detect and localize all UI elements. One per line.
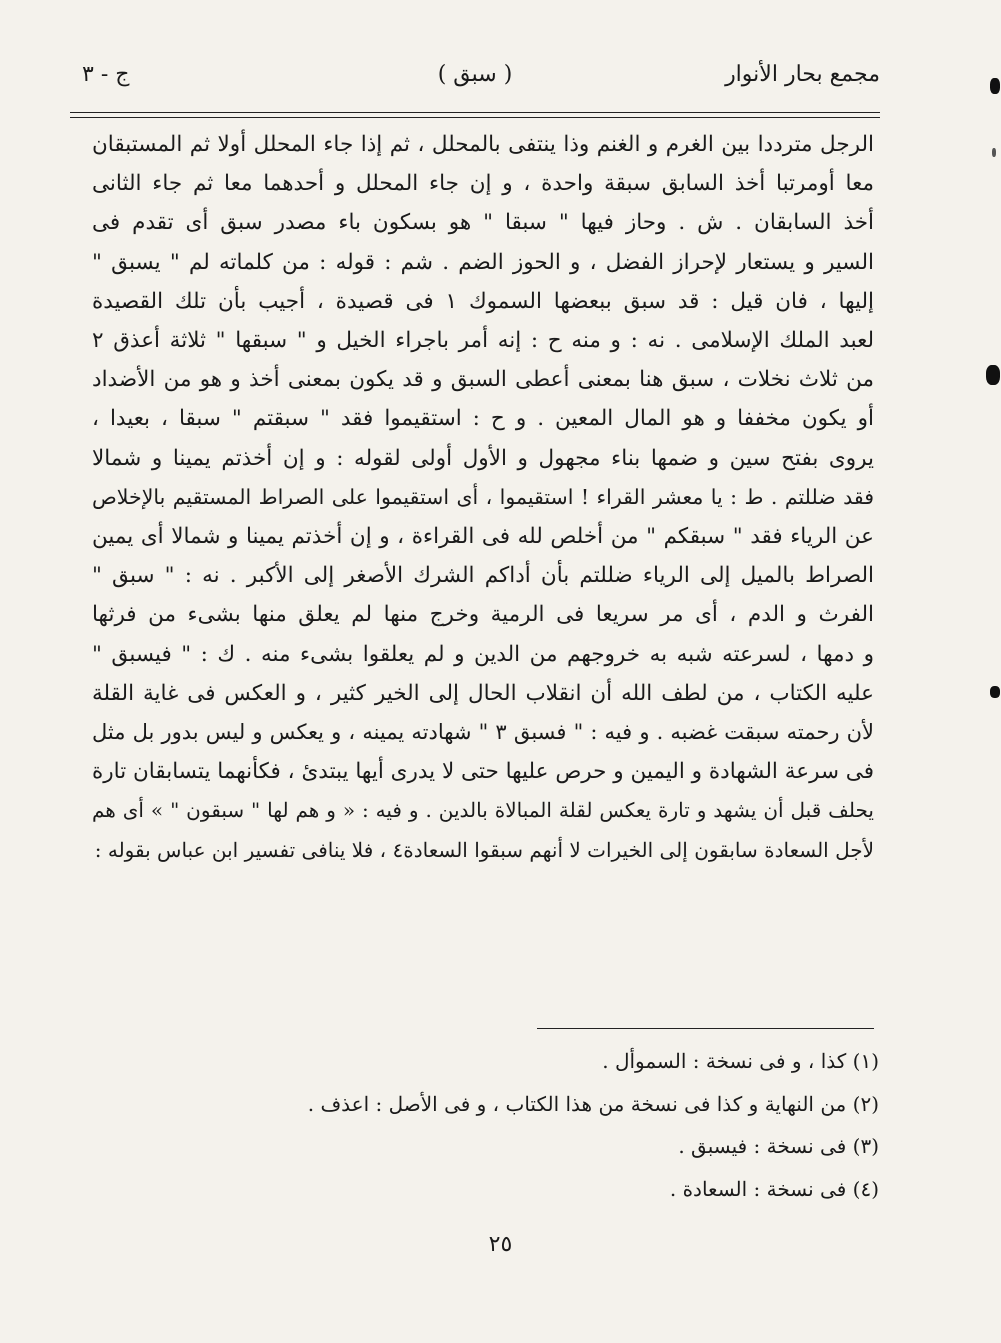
text-line: أو يكون مخففا و هو المال المعين . و ح : استقيموا فقد " سبقتم " سبقا ، بعيدا ، bbox=[92, 406, 874, 432]
page-number: ٢٥ bbox=[488, 1232, 513, 1257]
text-line: لأن رحمته سبقت غضبه . و فيه : " فسبق ٣ " شهادته يمينه ، و يعكس و ليس بدور بل مثل bbox=[92, 720, 874, 745]
running-header bbox=[70, 62, 880, 102]
text-line: فقد ضللتم . ط : يا معشر القراء ! استقيموا ، أى استقيموا على الصراط المستقيم بالإخلاص bbox=[92, 484, 874, 509]
text-line: فى سرعة الشهادة و اليمين و حرص عليها حتى لا يدرى أيها يبتدئ ، فكأنهما يتسابقان تارة bbox=[92, 759, 874, 785]
text-line: أخذ السابقان . ش . وحاز فيها " سبقا " هو بسكون باء مصدر سبق أى تقدم فى bbox=[92, 210, 874, 236]
footnote: (٢) من النهاية و كذا فى نسخة من هذا الكتاب ، و فى الأصل : اعذف . bbox=[307, 1091, 879, 1116]
text-line: من ثلاث نخلات ، سبق هنا بمعنى أعطى السبق و قد يكون بمعنى أخذ و هو من الأضداد bbox=[92, 367, 874, 393]
text-line: عليه الكتاب ، من لطف الله أن انقلاب الحال إلى الخير كثير ، و العكس فى غاية القلة bbox=[92, 680, 874, 706]
footnotes bbox=[179, 1040, 879, 1210]
main-text bbox=[92, 125, 874, 870]
text-line: يحلف قبل أن يشهد و تارة يعكس لقلة المبالاة بالدين . و فيه : « و هم لها " سبقون " » أى هم bbox=[92, 798, 874, 823]
text-line: الصراط بالميل إلى الرياء ضللتم بأن أداكم الشرك الأصغر إلى الأكبر . نه : " سبق " bbox=[92, 563, 874, 589]
text-line: و دمها ، لسرعته شبه به خروجهم من الدين و لم يعلقوا بشىء منه . ك : " فيسبق " bbox=[92, 641, 874, 667]
text-line: الفرث و الدم ، أى مر سريعا فى الرمية وخرج منها لم يعلق منها بشىء من فرثها bbox=[92, 602, 874, 628]
text-line: السير و يستعار لإحراز الفضل ، و الحوز الضم . شم : قوله : من كلماته لم " يسبق " bbox=[92, 249, 874, 275]
text-line: يروى بفتح سين و ضمها بناء مجهول و الأول أولى لقوله : و إن أخذتم يمينا و شمالا bbox=[92, 445, 874, 471]
header-divider bbox=[70, 112, 880, 118]
scan-mark bbox=[990, 686, 1000, 698]
volume-number: ج - ٣ bbox=[82, 62, 130, 87]
text-line: لعبد الملك الإسلامى . نه : و منه ح : إنه أمر باجراء الخيل و " سبقها " ثلاثة أعذق ٢ bbox=[92, 328, 874, 354]
scan-mark bbox=[990, 78, 1000, 94]
section-keyword: ( سبق ) bbox=[437, 62, 513, 87]
text-line: لأجل السعادة سابقون إلى الخيرات لا أنهم سبقوا السعادة٤ ، فلا ينافى تفسير ابن عباس بقوله : bbox=[94, 837, 874, 862]
footnote: (١) كذا ، و فى نسخة : السموأل . bbox=[602, 1049, 879, 1073]
footnote-divider bbox=[537, 1028, 874, 1029]
text-line: إليها ، فان قيل : قد سبق ببعضها السموك ١ فى قصيدة ، أجيب بأن تلك القصيدة bbox=[92, 288, 874, 314]
scan-mark bbox=[986, 365, 1000, 385]
footnote: (٤) فى نسخة : السعادة . bbox=[669, 1176, 879, 1201]
text-line: عن الرياء فقد " سبقكم " من أخلص لله فى القراءة ، و إن أخذتم يمينا و شمالا أى يمين bbox=[92, 524, 874, 550]
footnote: (٣) فى نسخة : فيسبق . bbox=[678, 1134, 879, 1158]
text-line: الرجل مترددا بين الغرم و الغنم وذا ينتفى بالمحلل ، ثم إذا جاء المحلل أولا ثم المستبقان bbox=[92, 132, 874, 157]
scan-mark bbox=[992, 148, 996, 157]
text-line: معا أومرتبا أخذ السابق سبقة واحدة ، و إن جاء المحلل و أحدهما معا ثم جاء الثانى bbox=[92, 171, 874, 197]
book-title: مجمع بحار الأنوار bbox=[725, 62, 880, 87]
